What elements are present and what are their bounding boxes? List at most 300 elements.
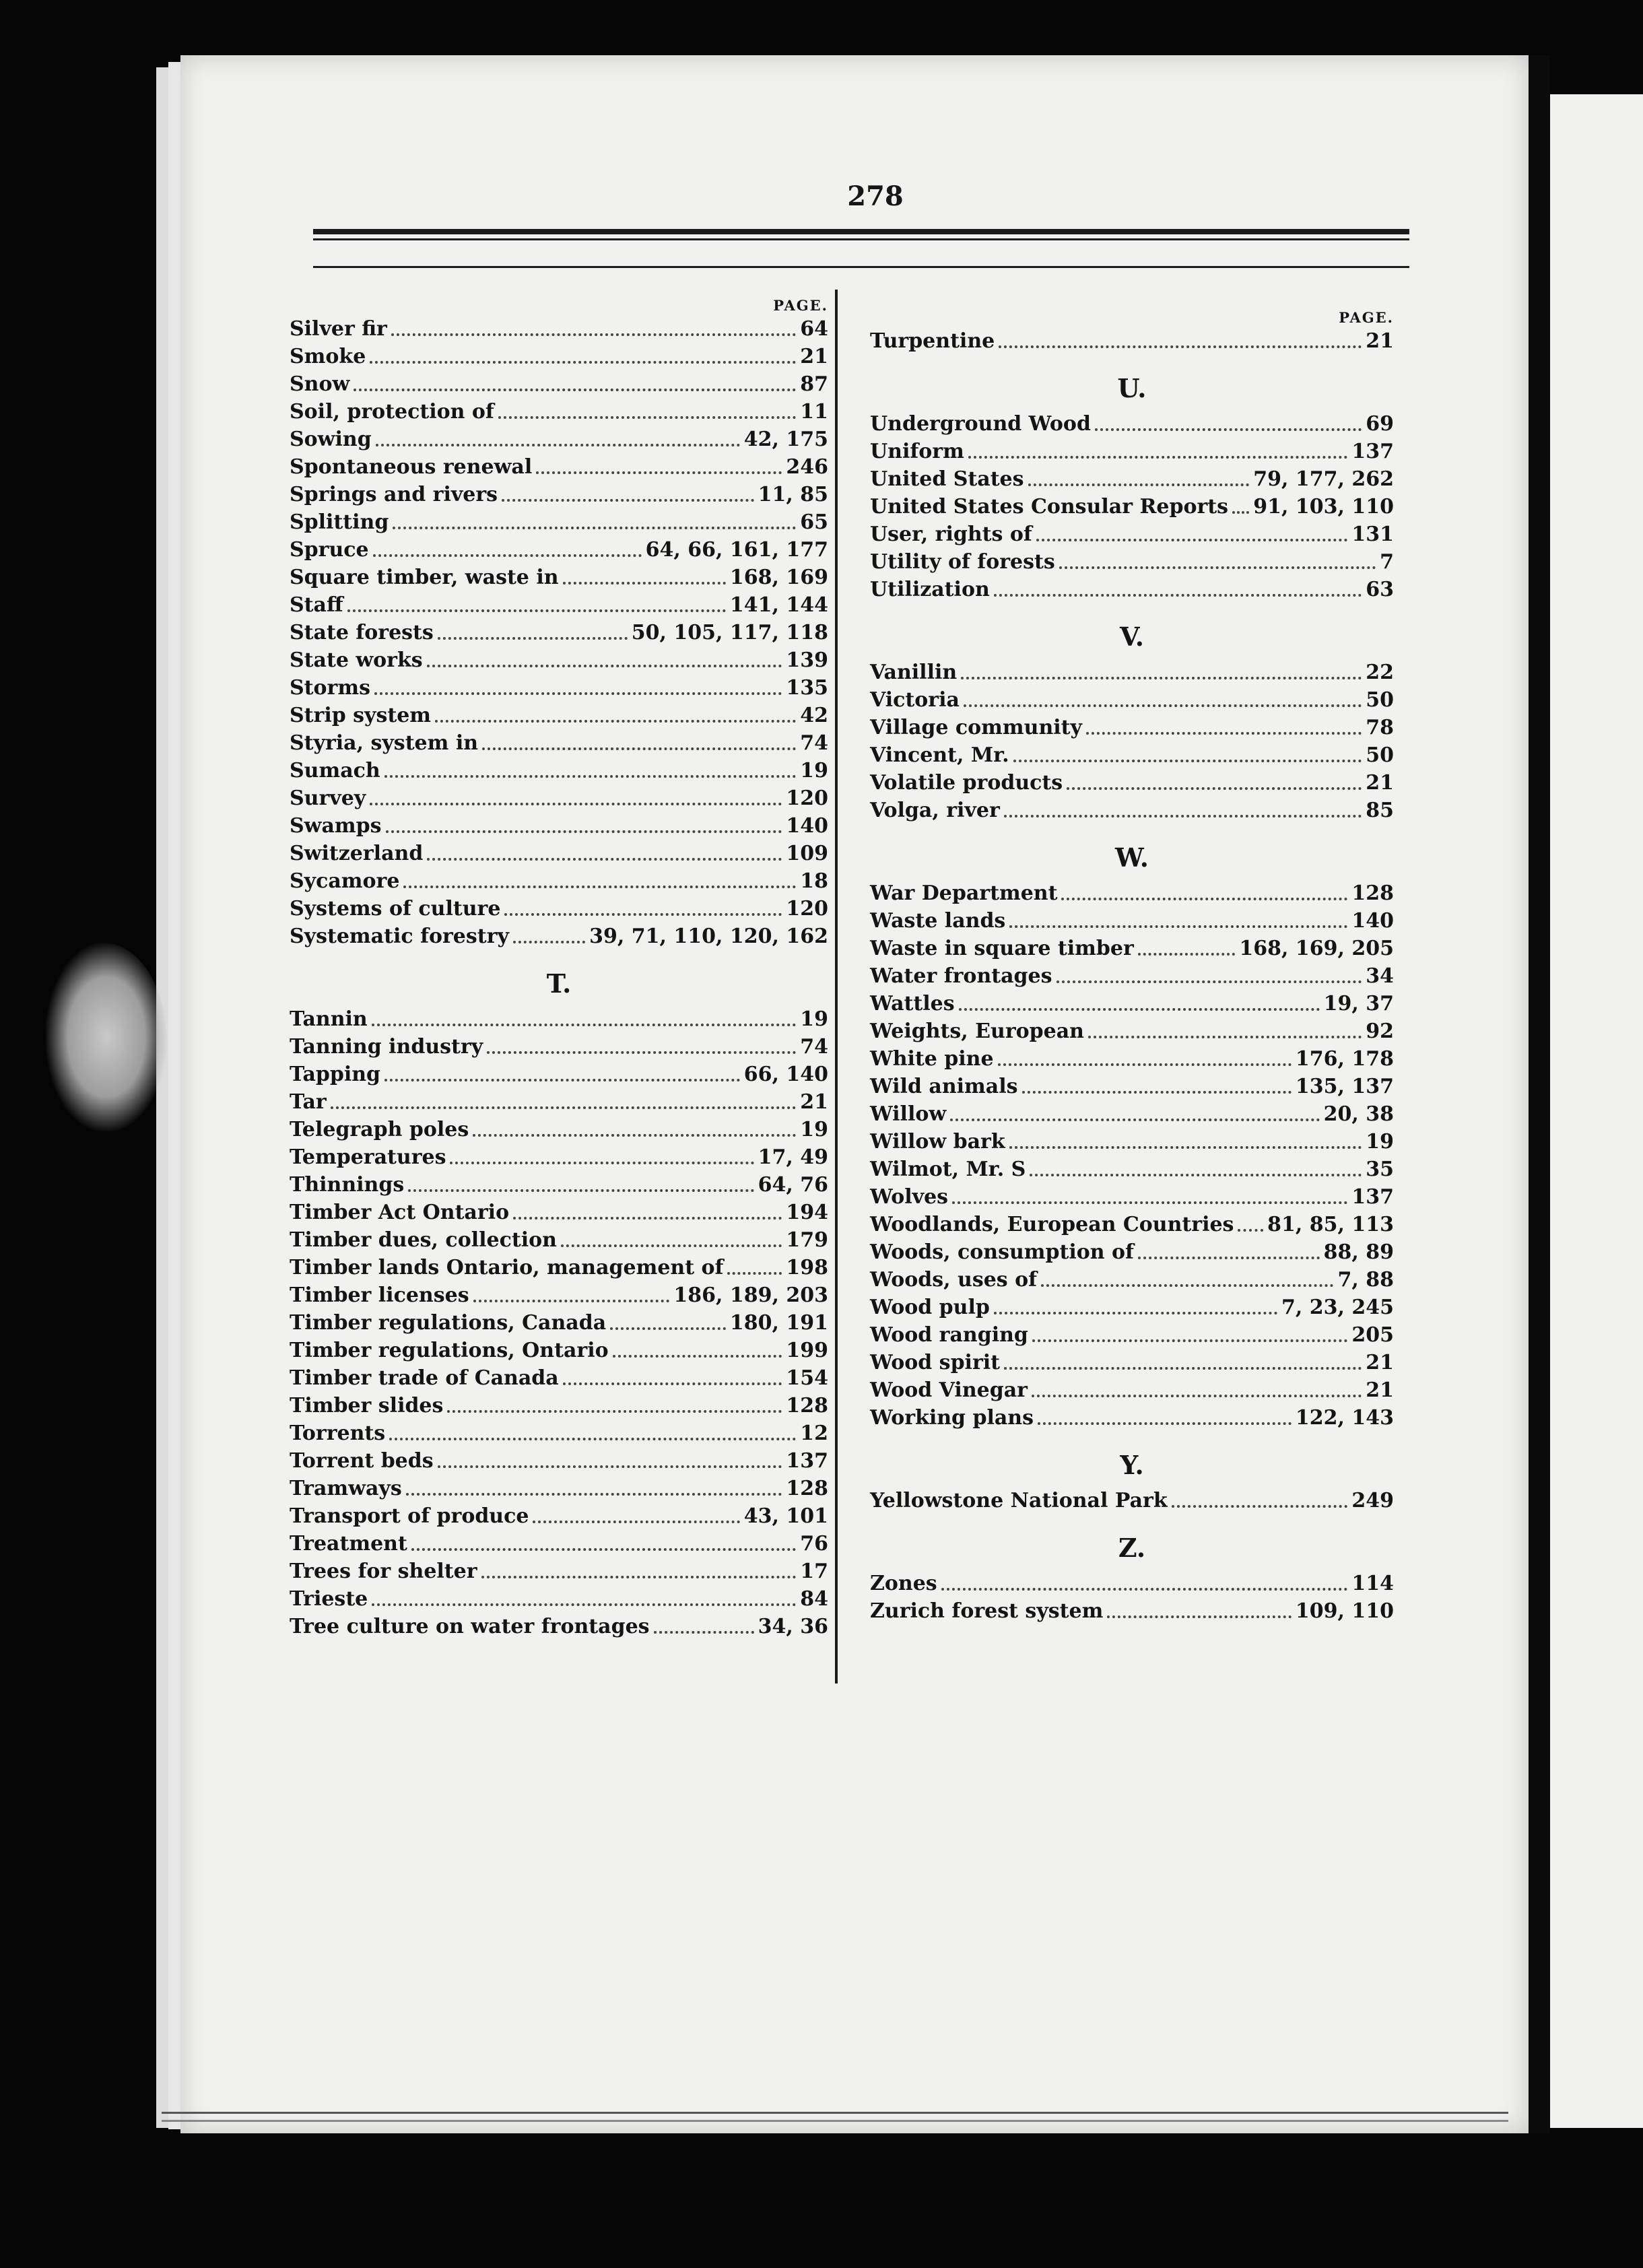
page-references: 19, 37 bbox=[1323, 992, 1394, 1015]
page-references: 19 bbox=[1366, 1130, 1394, 1154]
dot-leader bbox=[389, 1431, 796, 1440]
index-term: User, rights of bbox=[870, 523, 1032, 546]
index-entry bbox=[870, 1238, 1394, 1266]
dot-leader bbox=[473, 1293, 670, 1302]
index-entry bbox=[290, 508, 828, 536]
dot-leader bbox=[427, 851, 782, 861]
dot-leader bbox=[727, 1265, 782, 1275]
dot-leader bbox=[504, 906, 782, 916]
page-references: 11, 85 bbox=[758, 483, 828, 506]
index-term: Water frontages bbox=[870, 964, 1052, 988]
index-groups bbox=[870, 327, 1394, 1625]
dot-leader bbox=[1095, 422, 1362, 431]
dot-leader bbox=[961, 670, 1362, 679]
index-entry bbox=[290, 1447, 828, 1475]
dot-leader bbox=[533, 1514, 739, 1523]
dot-leader bbox=[610, 1321, 726, 1330]
page-references: 74 bbox=[800, 1035, 828, 1059]
page-references: 109 bbox=[786, 842, 828, 865]
index-term: Utilization bbox=[870, 578, 990, 601]
index-term: Wood pulp bbox=[870, 1296, 990, 1319]
index-term: Tapping bbox=[290, 1063, 381, 1086]
index-column-right bbox=[870, 296, 1394, 1625]
index-entry bbox=[290, 591, 828, 619]
page-references: 91, 103, 110 bbox=[1253, 495, 1394, 519]
index-entry bbox=[870, 1487, 1394, 1514]
dot-leader bbox=[1061, 891, 1347, 900]
index-term: Victoria bbox=[870, 688, 960, 712]
index-entry bbox=[870, 1597, 1394, 1625]
index-entry bbox=[290, 426, 828, 453]
page-references: 88, 89 bbox=[1323, 1240, 1394, 1264]
index-term: United States Consular Reports bbox=[870, 495, 1229, 519]
header-rule bbox=[313, 229, 1409, 234]
dot-leader bbox=[1107, 1609, 1292, 1618]
index-term: Thinnings bbox=[290, 1173, 405, 1197]
dot-leader bbox=[435, 713, 796, 723]
index-entry bbox=[290, 840, 828, 867]
dot-leader bbox=[1004, 1360, 1362, 1370]
page-references: 22 bbox=[1366, 661, 1394, 684]
index-entry bbox=[290, 1364, 828, 1392]
index-entry bbox=[870, 1321, 1394, 1349]
dot-leader bbox=[1009, 919, 1347, 928]
index-entry bbox=[870, 990, 1394, 1018]
index-entry bbox=[870, 327, 1394, 355]
section-letter: Y. bbox=[1120, 1450, 1144, 1480]
dot-leader bbox=[998, 1057, 1292, 1066]
dot-leader bbox=[1022, 1084, 1292, 1094]
page-references: 21 bbox=[800, 1090, 828, 1114]
dot-leader bbox=[386, 824, 782, 833]
index-entry bbox=[870, 935, 1394, 962]
index-entry bbox=[870, 1156, 1394, 1183]
index-term: Utility of forests bbox=[870, 550, 1055, 574]
header-rule bbox=[313, 238, 1409, 240]
page-references: 64 bbox=[800, 317, 828, 341]
section-letter: Z. bbox=[1118, 1533, 1146, 1563]
index-term: Tramways bbox=[290, 1477, 402, 1500]
dot-leader bbox=[563, 575, 726, 585]
dot-leader bbox=[1041, 1277, 1333, 1287]
index-entry bbox=[870, 797, 1394, 824]
index-term: Switzerland bbox=[290, 842, 424, 865]
paper-stain bbox=[46, 943, 167, 1131]
page-references: 21 bbox=[1366, 1351, 1394, 1374]
dot-leader bbox=[481, 1569, 797, 1578]
index-term: State forests bbox=[290, 621, 434, 644]
book-gutter bbox=[1529, 55, 1550, 2133]
page-number: 278 bbox=[847, 180, 904, 212]
index-entry bbox=[290, 370, 828, 398]
dot-leader bbox=[447, 1403, 782, 1413]
page-references: 74 bbox=[800, 731, 828, 755]
index-entry bbox=[870, 879, 1394, 907]
header-rule bbox=[313, 266, 1409, 268]
index-groups bbox=[290, 315, 828, 1640]
index-entry bbox=[290, 1033, 828, 1061]
dot-leader bbox=[384, 768, 797, 778]
index-entry bbox=[870, 1018, 1394, 1045]
index-term: Trieste bbox=[290, 1587, 368, 1611]
index-entry bbox=[290, 1061, 828, 1088]
page-references: 85 bbox=[1366, 799, 1394, 822]
dot-leader bbox=[487, 1044, 796, 1054]
dot-leader bbox=[613, 1348, 782, 1358]
dot-leader bbox=[384, 1072, 740, 1081]
index-term: Telegraph poles bbox=[290, 1118, 469, 1141]
page-references: 63 bbox=[1366, 578, 1394, 601]
dot-leader bbox=[393, 520, 796, 529]
index-entry bbox=[870, 962, 1394, 990]
index-entry bbox=[290, 1475, 828, 1502]
index-term: Tar bbox=[290, 1090, 327, 1114]
index-entry bbox=[870, 1128, 1394, 1156]
page-references: 42, 175 bbox=[743, 428, 828, 451]
dot-leader bbox=[1067, 780, 1362, 790]
index-entry bbox=[290, 536, 828, 564]
index-term: Woodlands, European Countries bbox=[870, 1213, 1234, 1236]
dot-leader bbox=[513, 934, 585, 943]
dot-leader bbox=[999, 339, 1362, 348]
index-entry bbox=[290, 1226, 828, 1254]
dot-leader bbox=[1036, 532, 1348, 541]
dot-leader bbox=[408, 1182, 753, 1192]
page-references: 109, 110 bbox=[1295, 1599, 1394, 1623]
page-references: 7, 88 bbox=[1337, 1268, 1394, 1292]
index-entry bbox=[870, 1100, 1394, 1128]
index-term: Spontaneous renewal bbox=[290, 455, 533, 479]
index-term: Silver fir bbox=[290, 317, 387, 341]
index-column-left bbox=[290, 296, 828, 1640]
index-term: Yellowstone National Park bbox=[870, 1489, 1168, 1512]
dot-leader bbox=[498, 409, 796, 419]
dot-leader bbox=[1172, 1498, 1348, 1508]
index-entry bbox=[290, 1613, 828, 1640]
page-references: 135 bbox=[786, 676, 828, 700]
dot-leader bbox=[473, 1127, 796, 1137]
index-entry bbox=[870, 1073, 1394, 1100]
dot-leader bbox=[654, 1624, 754, 1634]
index-entry bbox=[290, 757, 828, 785]
facing-page-edge bbox=[1550, 94, 1643, 2128]
index-entry bbox=[290, 1199, 828, 1226]
page-references: 246 bbox=[786, 455, 828, 479]
dot-leader bbox=[374, 686, 782, 695]
index-term: Timber trade of Canada bbox=[290, 1366, 559, 1390]
index-term: Volatile products bbox=[870, 771, 1063, 795]
dot-leader bbox=[1059, 560, 1376, 569]
page-references: 140 bbox=[786, 814, 828, 838]
index-term: Smoke bbox=[290, 345, 366, 368]
index-entry bbox=[870, 1376, 1394, 1404]
page-references: 205 bbox=[1351, 1323, 1394, 1347]
index-term: Springs and rivers bbox=[290, 483, 498, 506]
index-entry bbox=[870, 1404, 1394, 1432]
page-references: 140 bbox=[1351, 909, 1394, 933]
index-term: Wolves bbox=[870, 1185, 949, 1209]
page-references: 17 bbox=[800, 1560, 828, 1583]
dot-leader bbox=[482, 741, 796, 750]
page-references: 18 bbox=[800, 869, 828, 893]
page-bottom-edge bbox=[162, 2112, 1508, 2114]
page-references: 21 bbox=[800, 345, 828, 368]
dot-leader bbox=[994, 1305, 1277, 1314]
index-entry bbox=[290, 785, 828, 812]
dot-leader bbox=[1232, 504, 1249, 514]
index-entry bbox=[290, 1171, 828, 1199]
dot-leader bbox=[354, 382, 796, 391]
dot-leader bbox=[1138, 946, 1236, 956]
dot-leader bbox=[438, 1459, 782, 1468]
dot-leader bbox=[1032, 1388, 1362, 1397]
section-gap bbox=[870, 824, 1394, 836]
page-references: 69 bbox=[1366, 412, 1394, 436]
page-references: 7 bbox=[1380, 550, 1394, 574]
page-references: 194 bbox=[786, 1201, 828, 1224]
index-entry bbox=[290, 674, 828, 702]
index-entry bbox=[870, 576, 1394, 603]
page-references: 114 bbox=[1351, 1572, 1394, 1595]
page-references: 249 bbox=[1351, 1489, 1394, 1512]
index-term: Sycamore bbox=[290, 869, 400, 893]
dot-leader bbox=[370, 796, 782, 805]
page-references: 11 bbox=[800, 400, 828, 424]
dot-leader bbox=[1086, 725, 1362, 735]
index-term: Soil, protection of bbox=[290, 400, 494, 424]
index-entry bbox=[290, 453, 828, 481]
dot-leader bbox=[438, 630, 628, 640]
index-entry bbox=[870, 548, 1394, 576]
page-references: 42 bbox=[800, 704, 828, 727]
index-entry bbox=[870, 1349, 1394, 1376]
dot-leader bbox=[450, 1155, 753, 1164]
dot-leader bbox=[1238, 1222, 1263, 1232]
page-references: 34, 36 bbox=[758, 1615, 828, 1638]
section-gap bbox=[870, 603, 1394, 615]
index-entry bbox=[870, 714, 1394, 741]
index-term: Vanillin bbox=[870, 661, 958, 684]
dot-leader bbox=[536, 465, 782, 474]
index-term: Splitting bbox=[290, 510, 389, 534]
dot-leader bbox=[1009, 1139, 1362, 1149]
index-term: Timber lands Ontario, management of bbox=[290, 1256, 724, 1279]
dot-leader bbox=[1038, 1415, 1292, 1425]
section-gap bbox=[870, 1432, 1394, 1444]
index-entry bbox=[870, 493, 1394, 521]
column-divider bbox=[835, 290, 838, 1683]
page-references: 122, 143 bbox=[1295, 1406, 1394, 1430]
index-term: Timber regulations, Canada bbox=[290, 1311, 607, 1335]
page-references: 120 bbox=[786, 897, 828, 921]
dot-leader bbox=[372, 1017, 797, 1026]
index-entry bbox=[870, 769, 1394, 797]
index-term: Underground Wood bbox=[870, 412, 1091, 436]
index-term: State works bbox=[290, 648, 423, 672]
page-references: 76 bbox=[800, 1532, 828, 1556]
index-term: Transport of produce bbox=[290, 1504, 529, 1528]
dot-leader bbox=[1088, 1029, 1362, 1038]
page-references: 50 bbox=[1366, 688, 1394, 712]
index-entry bbox=[290, 1088, 828, 1116]
index-entry bbox=[870, 741, 1394, 769]
page-references: 17, 49 bbox=[758, 1145, 828, 1169]
index-entry bbox=[290, 1116, 828, 1143]
section-letter: U. bbox=[1117, 373, 1147, 403]
dot-leader bbox=[373, 547, 642, 557]
section-gap bbox=[870, 1514, 1394, 1527]
index-term: Turpentine bbox=[870, 329, 995, 353]
index-term: Systems of culture bbox=[290, 897, 501, 921]
page-references: 81, 85, 113 bbox=[1267, 1213, 1394, 1236]
index-entry bbox=[870, 1045, 1394, 1073]
dot-leader bbox=[391, 327, 796, 336]
page-references: 139 bbox=[786, 648, 828, 672]
page-references: 39, 71, 110, 120, 162 bbox=[589, 925, 828, 948]
index-term: Systematic forestry bbox=[290, 925, 509, 948]
index-entry bbox=[870, 1211, 1394, 1238]
page-references: 131 bbox=[1351, 523, 1394, 546]
dot-leader bbox=[376, 437, 740, 446]
index-entry bbox=[290, 1005, 828, 1033]
dot-leader bbox=[561, 1238, 782, 1247]
index-entry bbox=[290, 1143, 828, 1171]
index-term: Strip system bbox=[290, 704, 432, 727]
page-references: 19 bbox=[800, 1007, 828, 1031]
index-term: Woods, consumption of bbox=[870, 1240, 1134, 1264]
page-references: 79, 177, 262 bbox=[1253, 467, 1394, 491]
dot-leader bbox=[427, 658, 782, 667]
index-entry bbox=[290, 1254, 828, 1281]
section-gap bbox=[870, 355, 1394, 367]
index-term: Tanning industry bbox=[290, 1035, 483, 1059]
index-entry bbox=[870, 1183, 1394, 1211]
page-references: 65 bbox=[800, 510, 828, 534]
index-entry bbox=[870, 1294, 1394, 1321]
index-term: Weights, European bbox=[870, 1020, 1084, 1043]
page-references: 198 bbox=[786, 1256, 828, 1279]
dot-leader bbox=[331, 1100, 797, 1109]
index-term: Waste lands bbox=[870, 909, 1006, 933]
index-term: Trees for shelter bbox=[290, 1560, 477, 1583]
index-entry bbox=[870, 410, 1394, 438]
index-term: Staff bbox=[290, 593, 343, 617]
index-term: Timber Act Ontario bbox=[290, 1201, 510, 1224]
page-references: 120 bbox=[786, 787, 828, 810]
index-entry bbox=[290, 1281, 828, 1309]
page-references: 35 bbox=[1366, 1158, 1394, 1181]
index-term: Woods, uses of bbox=[870, 1268, 1038, 1292]
page-column-header: PAGE. bbox=[773, 297, 828, 314]
page-references: 179 bbox=[786, 1228, 828, 1252]
index-term: Tannin bbox=[290, 1007, 368, 1031]
index-entry bbox=[290, 812, 828, 840]
index-term: Wood spirit bbox=[870, 1351, 1001, 1374]
index-term: Styria, system in bbox=[290, 731, 479, 755]
index-entry bbox=[290, 343, 828, 370]
index-term: Willow bbox=[870, 1102, 947, 1126]
index-entry bbox=[290, 1309, 828, 1337]
index-entry bbox=[290, 1502, 828, 1530]
dot-leader bbox=[964, 698, 1362, 707]
section-gap bbox=[290, 950, 828, 962]
index-term: Village community bbox=[870, 716, 1082, 739]
index-entry bbox=[290, 1530, 828, 1558]
page-references: 168, 169 bbox=[729, 566, 828, 589]
index-term: Wild animals bbox=[870, 1075, 1018, 1098]
dot-leader bbox=[941, 1581, 1348, 1591]
page-column-header: PAGE. bbox=[1339, 309, 1394, 326]
index-term: White pine bbox=[870, 1047, 994, 1071]
index-entry bbox=[290, 729, 828, 757]
index-term: Storms bbox=[290, 676, 370, 700]
page-references: 64, 66, 161, 177 bbox=[645, 538, 828, 562]
index-entry bbox=[290, 1337, 828, 1364]
index-entry bbox=[870, 686, 1394, 714]
index-entry bbox=[870, 1266, 1394, 1294]
page-references: 21 bbox=[1366, 329, 1394, 353]
page-references: 128 bbox=[786, 1394, 828, 1418]
page-references: 168, 169, 205 bbox=[1239, 937, 1394, 960]
page-bottom-edge bbox=[162, 2120, 1508, 2122]
dot-leader bbox=[950, 1112, 1319, 1121]
index-entry bbox=[870, 907, 1394, 935]
index-entry bbox=[290, 923, 828, 950]
index-entry bbox=[870, 1570, 1394, 1597]
page-references: 19 bbox=[800, 1118, 828, 1141]
page-references: 7, 23, 245 bbox=[1281, 1296, 1394, 1319]
page-references: 21 bbox=[1366, 1378, 1394, 1402]
dot-leader bbox=[347, 603, 726, 612]
dot-leader bbox=[502, 492, 754, 502]
index-entry bbox=[290, 619, 828, 646]
page-references: 141, 144 bbox=[729, 593, 828, 617]
index-entry bbox=[290, 315, 828, 343]
dot-leader bbox=[952, 1195, 1347, 1204]
dot-leader bbox=[1032, 1333, 1347, 1342]
index-term: Wattles bbox=[870, 992, 955, 1015]
page-references: 64, 76 bbox=[758, 1173, 828, 1197]
index-entry bbox=[290, 1392, 828, 1420]
index-term: Treatment bbox=[290, 1532, 407, 1556]
index-term: Sumach bbox=[290, 759, 380, 782]
page-references: 135, 137 bbox=[1295, 1075, 1394, 1098]
index-entry bbox=[290, 1585, 828, 1613]
index-term: Tree culture on water frontages bbox=[290, 1615, 650, 1638]
page-references: 137 bbox=[786, 1449, 828, 1473]
page-references: 137 bbox=[1351, 1185, 1394, 1209]
index-term: Square timber, waste in bbox=[290, 566, 559, 589]
section-letter: V. bbox=[1119, 622, 1145, 652]
index-entry bbox=[290, 702, 828, 729]
page-references: 20, 38 bbox=[1323, 1102, 1394, 1126]
index-term: Spruce bbox=[290, 538, 369, 562]
index-term: Timber regulations, Ontario bbox=[290, 1339, 609, 1362]
index-term: Timber licenses bbox=[290, 1283, 469, 1307]
page-references: 154 bbox=[786, 1366, 828, 1390]
dot-leader bbox=[563, 1376, 782, 1385]
dot-leader bbox=[406, 1486, 782, 1496]
dot-leader bbox=[1057, 974, 1362, 983]
dot-leader bbox=[513, 1210, 782, 1220]
index-term: Zurich forest system bbox=[870, 1599, 1104, 1623]
page-references: 180, 191 bbox=[729, 1311, 828, 1335]
dot-leader bbox=[968, 449, 1348, 459]
index-entry bbox=[290, 1558, 828, 1585]
index-term: Working plans bbox=[870, 1406, 1034, 1430]
index-term: Willow bark bbox=[870, 1130, 1005, 1154]
index-term: Timber dues, collection bbox=[290, 1228, 557, 1252]
